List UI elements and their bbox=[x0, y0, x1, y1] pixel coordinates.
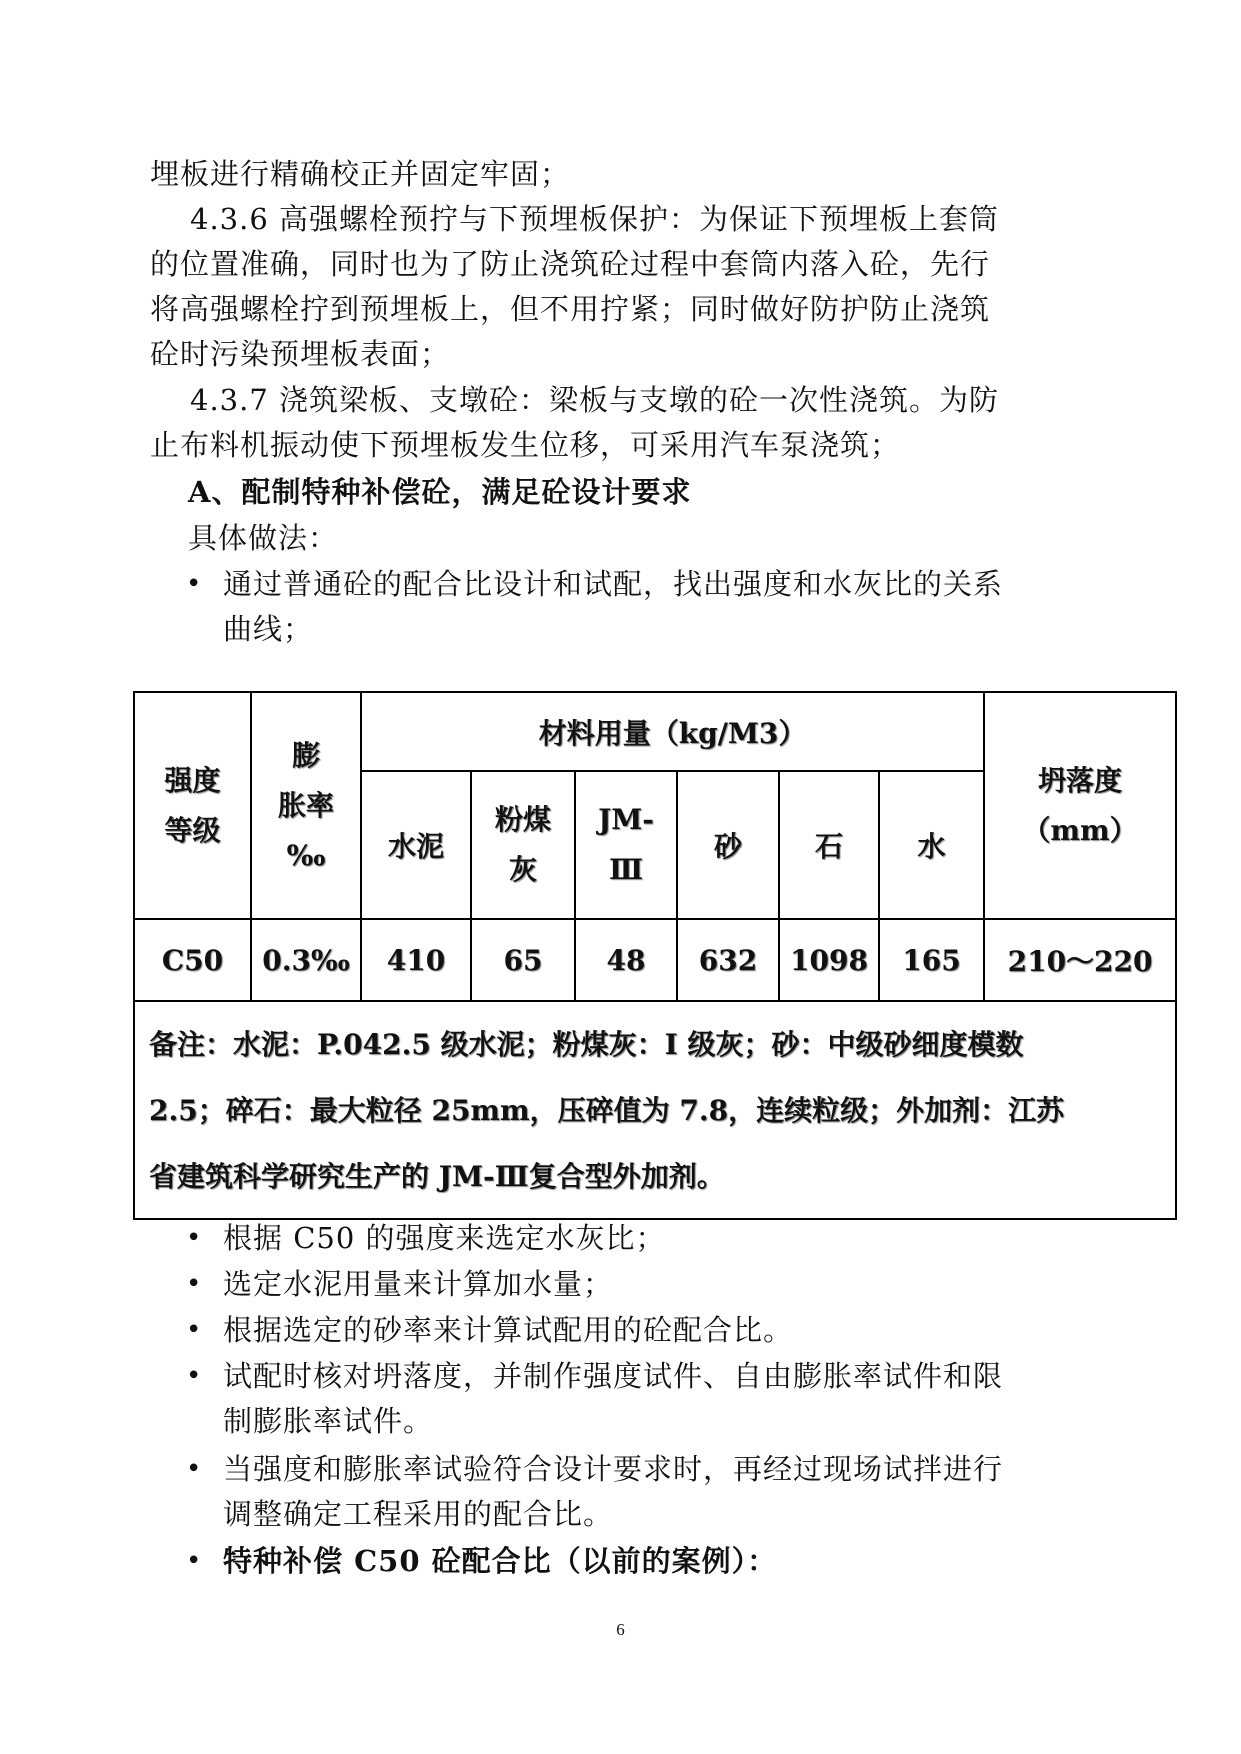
header-slump bbox=[984, 692, 1176, 919]
cell-admixture: 48 bbox=[575, 919, 677, 1001]
method-label: 具体做法： bbox=[188, 521, 339, 555]
header-expansion-rate bbox=[251, 692, 361, 919]
bullet-item: 根据选定的砂率来计算试配用的砼配合比。 bbox=[223, 1313, 794, 1347]
bullet-icon: • bbox=[186, 1454, 202, 1484]
header-stone: 石 bbox=[779, 771, 879, 919]
section-heading: A、配制特种补偿砼，满足砼设计要求 bbox=[188, 475, 692, 509]
cell-water: 165 bbox=[879, 919, 984, 1001]
header-admixture bbox=[575, 771, 677, 919]
header-text: 膨 bbox=[291, 738, 320, 772]
header-material-usage: 材料用量（kg/M3） bbox=[361, 692, 984, 771]
cell-stone: 1098 bbox=[779, 919, 879, 1001]
cell-grade: C50 bbox=[134, 919, 251, 1001]
cell-sand: 632 bbox=[677, 919, 779, 1001]
header-text: 强度 bbox=[164, 763, 221, 797]
bullet-icon: • bbox=[186, 1269, 202, 1299]
bullet-icon: • bbox=[186, 1223, 202, 1253]
bullet-item: 通过普通砼的配合比设计和试配，找出强度和水灰比的关系 bbox=[223, 567, 1004, 601]
header-text: ‰ bbox=[286, 838, 326, 872]
cell-expansion: 0.3‰ bbox=[251, 919, 361, 1001]
header-text: 坍落度 bbox=[1038, 763, 1123, 797]
bullet-item-bold: 特种补偿 C50 砼配合比（以前的案例）： bbox=[223, 1544, 778, 1578]
bullet-item-continued: 调整确定工程采用的配合比。 bbox=[223, 1497, 614, 1531]
bullet-item: 选定水泥用量来计算加水量； bbox=[223, 1267, 614, 1301]
page-number: 6 bbox=[616, 1620, 625, 1639]
paragraph-line: 止布料机振动使下预埋板发生位移，可采用汽车泵浇筑； bbox=[150, 428, 901, 462]
header-text: 胀率 bbox=[277, 788, 334, 822]
header-text: JM- bbox=[598, 803, 654, 836]
table-notes bbox=[134, 1001, 1176, 1219]
bullet-icon: • bbox=[186, 1546, 202, 1576]
bullet-icon: • bbox=[186, 1315, 202, 1345]
header-text: Ⅲ bbox=[608, 853, 644, 886]
header-text: 灰 bbox=[508, 853, 537, 886]
note-line: 备注：水泥：P.042.5 级水泥；粉煤灰：I 级灰；砂：中级砂细度模数 bbox=[149, 1028, 1024, 1061]
paragraph-line: 4.3.7 浇筑梁板、支墩砼：梁板与支墩的砼一次性浇筑。为防 bbox=[190, 383, 1000, 417]
paragraph-line: 砼时污染预埋板表面； bbox=[150, 337, 451, 371]
table-row bbox=[134, 919, 1176, 1001]
bullet-icon: • bbox=[186, 569, 202, 599]
header-text: （mm） bbox=[1022, 813, 1138, 847]
paragraph-line: 的位置准确，同时也为了防止浇筑砼过程中套筒内落入砼，先行 bbox=[150, 247, 991, 281]
cell-cement: 410 bbox=[361, 919, 471, 1001]
bullet-item: 当强度和膨胀率试验符合设计要求时，再经过现场试拌进行 bbox=[223, 1452, 1004, 1486]
paragraph-line: 埋板进行精确校正并固定牢固； bbox=[150, 157, 571, 191]
bullet-item: 根据 C50 的强度来选定水灰比； bbox=[223, 1221, 666, 1255]
paragraph-line: 将高强螺栓拧到预埋板上，但不用拧紧；同时做好防护防止浇筑 bbox=[150, 292, 991, 326]
note-line: 省建筑科学研究生产的 JM-Ⅲ复合型外加剂。 bbox=[149, 1160, 725, 1193]
cell-fly-ash: 65 bbox=[471, 919, 575, 1001]
header-text: 粉煤 bbox=[494, 803, 551, 836]
bullet-item: 试配时核对坍落度，并制作强度试件、自由膨胀率试件和限 bbox=[223, 1359, 1004, 1393]
bullet-item-continued: 曲线； bbox=[223, 612, 314, 646]
header-sand: 砂 bbox=[677, 771, 779, 919]
header-water: 水 bbox=[879, 771, 984, 919]
note-line: 2.5；碎石：最大粒径 25mm，压碎值为 7.8，连续粒级；外加剂：江苏 bbox=[149, 1094, 1065, 1127]
mix-proportion-table bbox=[133, 691, 1177, 1220]
bullet-item-continued: 制膨胀率试件。 bbox=[223, 1404, 434, 1438]
header-strength-grade bbox=[134, 692, 251, 919]
paragraph-line: 4.3.6 高强螺栓预拧与下预埋板保护：为保证下预埋板上套筒 bbox=[190, 202, 1000, 236]
header-cement: 水泥 bbox=[361, 771, 471, 919]
header-fly-ash bbox=[471, 771, 575, 919]
bullet-icon: • bbox=[186, 1361, 202, 1391]
cell-slump: 210～220 bbox=[984, 919, 1176, 1001]
header-text: 等级 bbox=[164, 813, 221, 847]
